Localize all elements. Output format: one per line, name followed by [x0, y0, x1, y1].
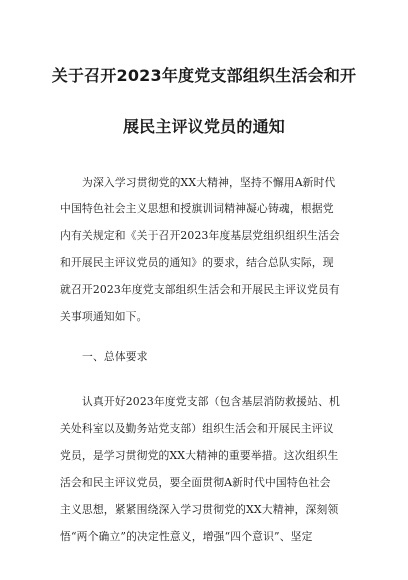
paragraph-2-line: 主义思想，紧紧围绕深入学习贯彻党的XX大精神，深刻领	[60, 503, 339, 516]
paragraph-2-line: 悟“两个确立”的决定性意义，增强“四个意识”、坚定	[60, 530, 313, 543]
paragraph-2-line: 认真开好2023年度党支部（包含基层消防救援站、机	[82, 395, 340, 408]
paragraph-1-line: 关事项通知如下。	[60, 310, 148, 323]
paragraph-1-line: 就召开2023年度党支部组织生活会和开展民主评议党员有	[60, 283, 340, 296]
document-title-line-1: 关于召开2023年度党支部组织生活会和开	[51, 66, 357, 85]
paragraph-1-line: 中国特色社会主义思想和授旗训词精神凝心铸魂，根据党	[60, 202, 334, 215]
paragraph-1-line: 内有关规定和《关于召开2023年度基层党组织组织生活会	[60, 229, 340, 242]
section-heading: 一、总体要求	[82, 350, 148, 363]
paragraph-1-line: 为深入学习贯彻党的XX大精神，坚持不懈用A新时代	[82, 176, 336, 189]
paragraph-1-line: 和开展民主评议党员的通知》的要求，结合总队实际，现	[60, 256, 334, 269]
document-title-line-2: 展民主评议党员的通知	[122, 117, 285, 136]
paragraph-2-line: 关处科室以及勤务站党支部）组织生活会和开展民主评议	[60, 422, 334, 435]
paragraph-2-line: 党员，是学习贯彻党的XX大精神的重要举措。这次组织生	[60, 449, 339, 462]
paragraph-2-line: 活会和民主评议党员，要全面贯彻A新时代中国特色社会	[60, 476, 331, 489]
